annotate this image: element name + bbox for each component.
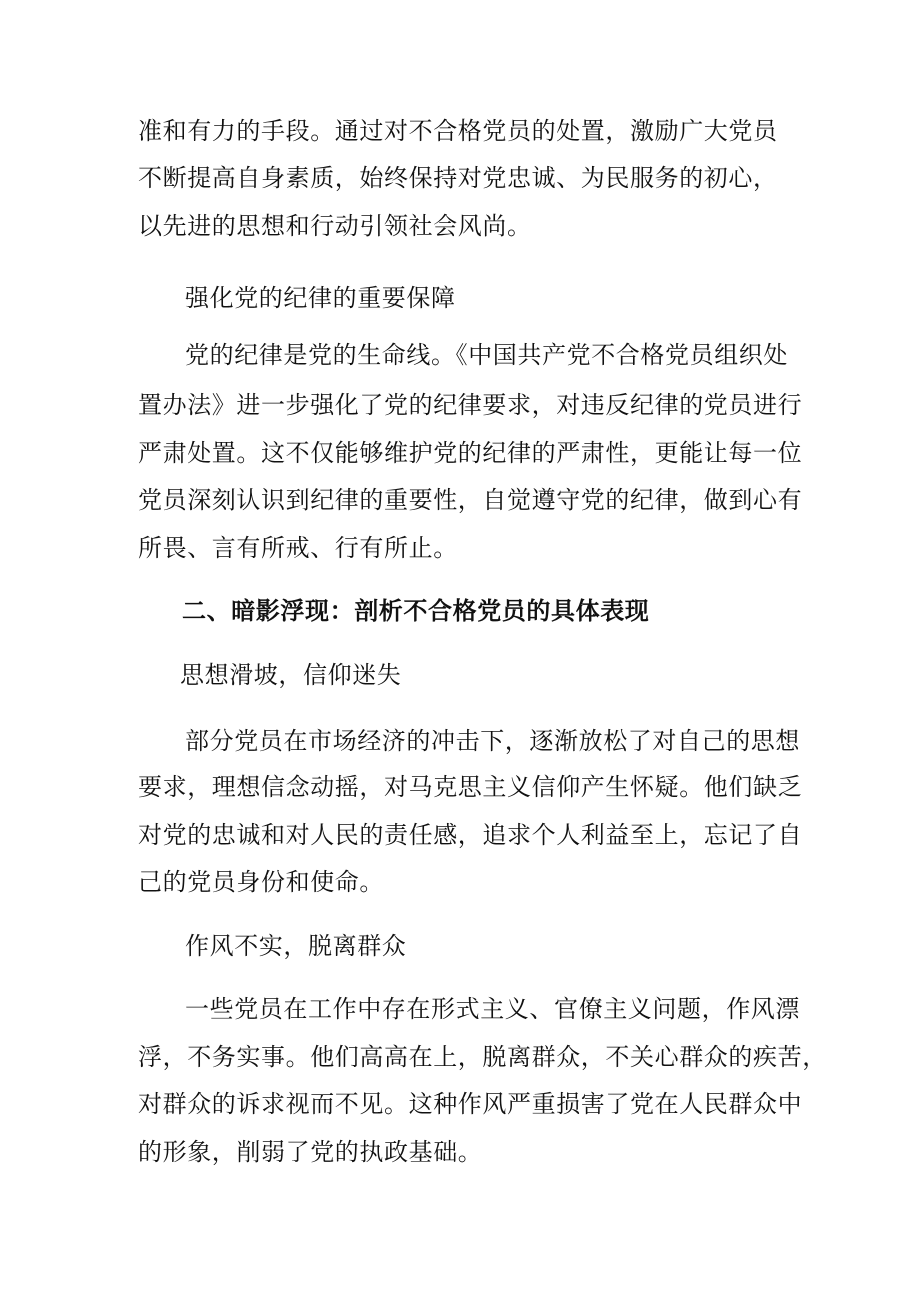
paragraph-line: 党员深刻认识到纪律的重要性，自觉遵守党的纪律，做到心有: [138, 486, 803, 514]
paragraph-line: 不断提高自身素质，始终保持对党忠诚、为民服务的初心，: [138, 164, 778, 192]
paragraph-line: 党的纪律是党的生命线。《中国共产党不合格党员组织处: [185, 341, 788, 369]
paragraph-line: 浮，不务实事。他们高高在上，脱离群众，不关心群众的疾苦，: [138, 1043, 827, 1071]
paragraph-line: 所畏、言有所戒、行有所止。: [138, 534, 458, 562]
paragraph-line: 准和有力的手段。通过对不合格党员的处置，激励广大党员: [138, 117, 778, 145]
section-heading: 二、暗影浮现：剖析不合格党员的具体表现: [182, 597, 650, 625]
paragraph-line: 己的党员身份和使命。: [138, 868, 384, 896]
subheading-ideology: 思想滑坡，信仰迷失: [180, 661, 402, 689]
subheading-discipline: 强化党的纪律的重要保障: [185, 284, 456, 312]
paragraph-line: 一些党员在工作中存在形式主义、官僚主义问题，作风漂: [185, 995, 800, 1023]
paragraph-line: 对群众的诉求视而不见。这种作风严重损害了党在人民群众中: [138, 1090, 803, 1118]
paragraph-line: 对党的忠诚和对人民的责任感，追求个人利益至上，忘记了自: [138, 821, 803, 849]
paragraph-line: 部分党员在市场经济的冲击下，逐渐放松了对自己的思想: [185, 727, 800, 755]
paragraph-line: 置办法》进一步强化了党的纪律要求，对违反纪律的党员进行: [138, 391, 803, 419]
paragraph-line: 严肃处置。这不仅能够维护党的纪律的严肃性，更能让每一位: [138, 439, 803, 467]
paragraph-line: 的形象，削弱了党的执政基础。: [138, 1138, 483, 1166]
paragraph-line: 要求，理想信念动摇，对马克思主义信仰产生怀疑。他们缺乏: [138, 773, 803, 801]
subheading-work-style: 作风不实，脱离群众: [185, 932, 407, 960]
paragraph-line: 以先进的思想和行动引领社会风尚。: [138, 212, 532, 240]
